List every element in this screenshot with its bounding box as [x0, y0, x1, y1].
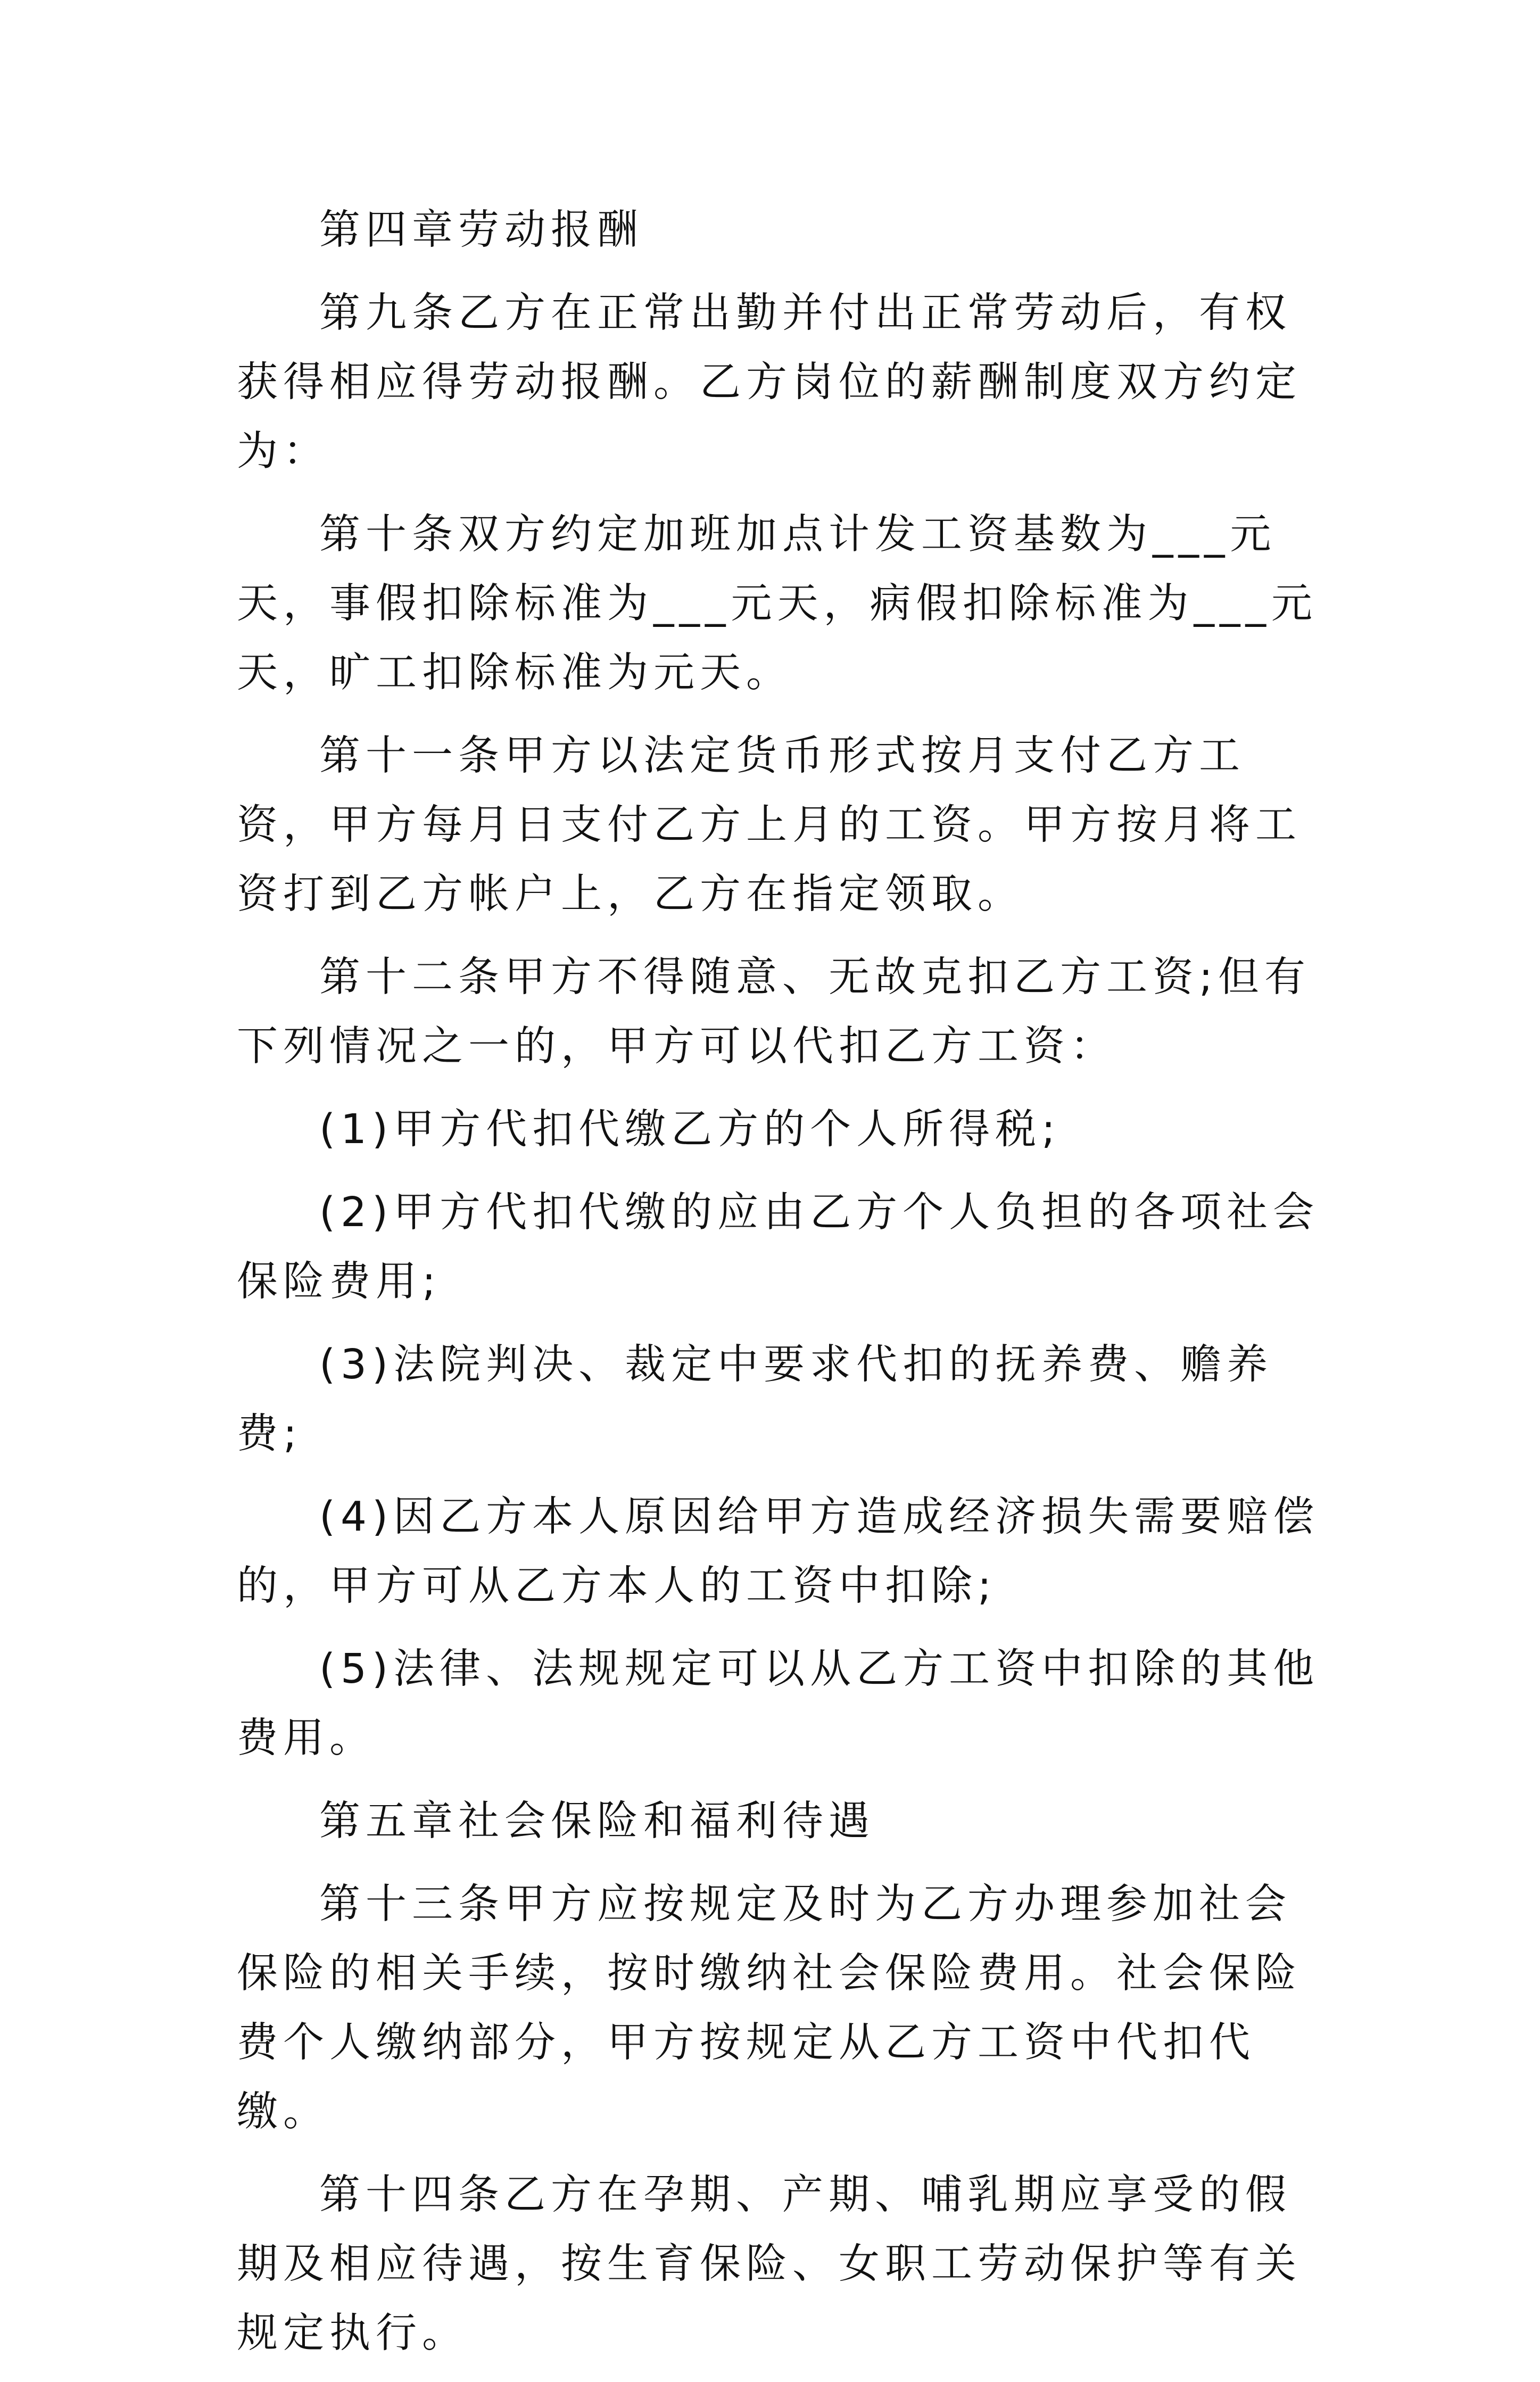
document-body: [237, 196, 1333, 2382]
article-paragraph: 第十四条乙方在孕期、产期、哺乳期应享受的假期及相应待遇，按生育保险、女职工劳动保护等有关规定执行。: [237, 2171, 1302, 2357]
list-item: (3)法院判决、裁定中要求代扣的抚养费、赡养费;: [237, 1341, 1273, 1458]
article-paragraph: 第十二条甲方不得随意、无故克扣乙方工资;但有下列情况之一的，甲方可以代扣乙方工资：: [237, 954, 1311, 1070]
chapter-heading: 第五章社会保险和福利待遇: [319, 1798, 875, 1845]
chapter-heading: 第四章劳动报酬: [319, 206, 643, 254]
list-item: (2)甲方代扣代缴的应由乙方个人负担的各项社会保险费用;: [237, 1189, 1320, 1305]
list-item: (4)因乙方本人原因给甲方造成经济损失需要赔偿的，甲方可从乙方本人的工资中扣除;: [237, 1493, 1320, 1610]
list-item: (5)法律、法规规定可以从乙方工资中扣除的其他费用。: [237, 1645, 1320, 1762]
list-item: (1)甲方代扣代缴乙方的个人所得税;: [319, 1106, 1061, 1153]
article-paragraph: 第十三条甲方应按规定及时为乙方办理参加社会保险的相关手续，按时缴纳社会保险费用。社会保险费个人缴纳部分，甲方按规定从乙方工资中代扣代缴。: [237, 1881, 1302, 2136]
article-paragraph: 第十条双方约定加班加点计发工资基数为___元天，事假扣除标准为___元天，病假扣除标准为___元天，旷工扣除标准为元天。: [237, 511, 1318, 697]
article-paragraph: 第十一条甲方以法定货币形式按月支付乙方工资，甲方每月日支付乙方上月的工资。甲方按月将工资打到乙方帐户上，乙方在指定领取。: [237, 732, 1302, 918]
article-paragraph: 第九条乙方在正常出勤并付出正常劳动后，有权获得相应得劳动报酬。乙方岗位的薪酬制度双方约定为：: [237, 290, 1302, 475]
